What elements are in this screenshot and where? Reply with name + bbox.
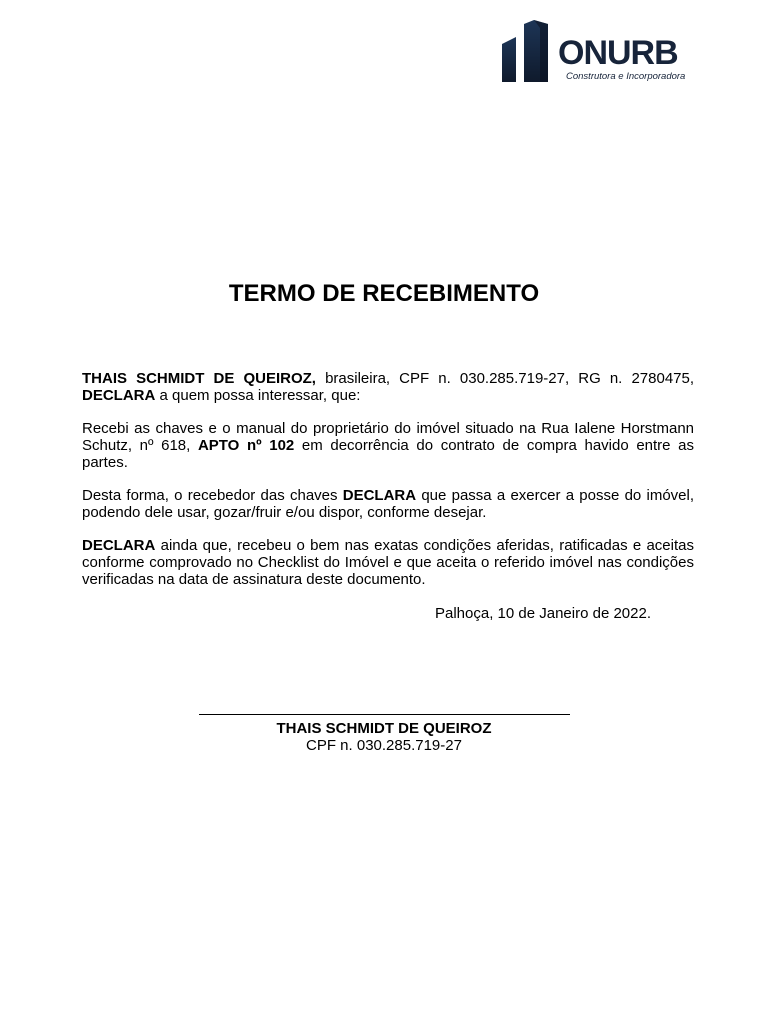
apartment-number: APTO nº 102	[197, 437, 295, 454]
declarant-name: THAIS SCHMIDT DE QUEIROZ,	[82, 370, 316, 387]
document-title: TERMO DE RECEBIMENTO	[228, 280, 540, 307]
building-logo-icon	[500, 18, 552, 84]
company-logo	[500, 18, 710, 84]
logo-wordmark: ONURB	[558, 34, 678, 72]
paragraph-text: Recebi as chaves e o manual do proprietário do imóvel situado na Rua Ialene Horstmann Schutz, nº 618,	[82, 420, 694, 454]
paragraph-text: a quem possa interessar, que:	[155, 387, 361, 404]
logo-tagline: Construtora e Incorporadora	[566, 71, 686, 82]
signature-line	[199, 714, 570, 715]
paragraph-text: em decorrência do contrato de compra havido entre as partes.	[82, 437, 694, 471]
paragraph-declaration	[82, 370, 694, 404]
paragraph-receipt	[82, 420, 694, 471]
paragraph-possession	[82, 487, 694, 521]
paragraph-text: que passa a exercer a posse do imóvel, podendo dele usar, gozar/fruir e/ou dispor, conforme desejar.	[82, 487, 695, 521]
declara-keyword: DECLARA	[82, 537, 156, 554]
declarant-details: brasileira, CPF n. 030.285.719-27, RG n. 2780475,	[315, 370, 695, 387]
declara-keyword: DECLARA	[342, 487, 417, 504]
paragraph-conditions	[82, 537, 694, 588]
paragraph-text: ainda que, recebeu o bem nas exatas condições aferidas, ratificadas e aceitas conforme comprovado no Checklist do Imóvel e que aceita o referido imóvel nas condições verificadas na data de assinatura deste documento.	[82, 537, 694, 588]
signatory-name: THAIS SCHMIDT DE QUEIROZ	[276, 720, 492, 737]
paragraph-text: Desta forma, o recebedor das chaves	[82, 487, 343, 504]
declara-keyword: DECLARA	[82, 387, 156, 404]
signatory-cpf: CPF n. 030.285.719-27	[306, 737, 462, 754]
document-date: Palhoça, 10 de Janeiro de 2022.	[435, 605, 651, 622]
